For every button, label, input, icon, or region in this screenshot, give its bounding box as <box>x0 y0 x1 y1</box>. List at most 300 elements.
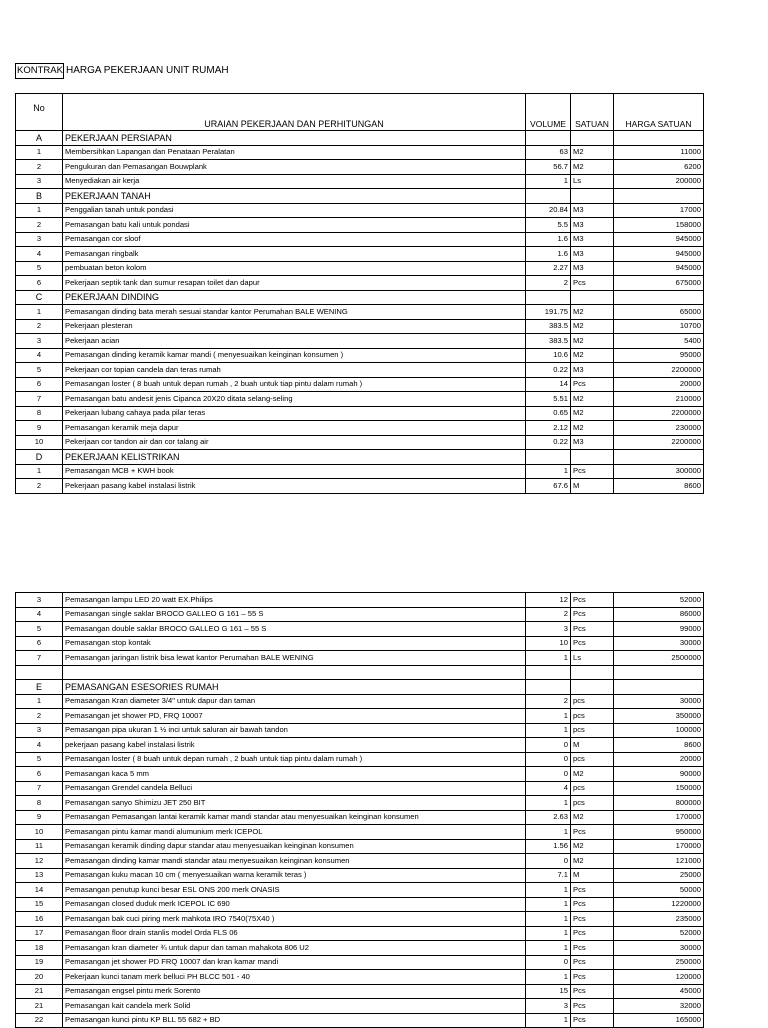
cell-no: 1 <box>16 203 63 218</box>
cell-volume: 1 <box>526 651 571 666</box>
cell-no: 6 <box>16 767 63 782</box>
cell-volume: 1 <box>526 941 571 956</box>
table-row <box>16 781 704 796</box>
cell-unit-price: 945000 <box>614 232 704 247</box>
cell-no: 7 <box>16 651 63 666</box>
cell-description: Pemasangan double saklar BROCO GALLEO G 161 – 55 S <box>63 622 526 637</box>
cell-unit: M2 <box>571 305 614 320</box>
cell-volume: 191.75 <box>526 305 571 320</box>
table-row <box>16 723 704 738</box>
cell-description: Pemasangan kaca 5 mm <box>63 767 526 782</box>
cell-unit-price: 30000 <box>614 694 704 709</box>
cell-unit: Pcs <box>571 622 614 637</box>
cell-unit-price: 32000 <box>614 999 704 1014</box>
cell-description: Menyediakan air kerja <box>63 174 526 189</box>
table-row <box>16 1013 704 1028</box>
cell-description: Pekerjaan pasang kabel instalasi listrik <box>63 479 526 494</box>
cell-volume <box>526 665 571 680</box>
cell-unit: M2 <box>571 145 614 160</box>
cell-unit: pcs <box>571 796 614 811</box>
cell-no: 5 <box>16 363 63 378</box>
cell-unit: M2 <box>571 160 614 175</box>
cell-description <box>63 665 526 680</box>
cell-unit-price: 25000 <box>614 868 704 883</box>
header-description: URAIAN PEKERJAAN DAN PERHITUNGAN <box>63 94 526 131</box>
cell-unit-price: 120000 <box>614 970 704 985</box>
table-body-page-2 <box>16 593 704 1028</box>
cell-no: 5 <box>16 752 63 767</box>
cell-no: 3 <box>16 232 63 247</box>
cell-unit: pcs <box>571 752 614 767</box>
cell-no: 4 <box>16 348 63 363</box>
section-row <box>16 131 704 146</box>
cell-unit: pcs <box>571 694 614 709</box>
cell-description: Membersihkan Lapangan dan Penataan Peralatan <box>63 145 526 160</box>
cell-unit <box>571 450 614 465</box>
cell-no: 7 <box>16 781 63 796</box>
cell-volume: 0 <box>526 752 571 767</box>
table-row <box>16 607 704 622</box>
cell-unit: M <box>571 479 614 494</box>
cell-description: PEKERJAAN KELISTRIKAN <box>63 450 526 465</box>
table-row <box>16 363 704 378</box>
cell-description: Pekerjaan acian <box>63 334 526 349</box>
table-row <box>16 479 704 494</box>
header-no: No <box>16 94 63 131</box>
cell-unit-price: 235000 <box>614 912 704 927</box>
cell-unit-price: 350000 <box>614 709 704 724</box>
table-row <box>16 839 704 854</box>
cell-description: Pengukuran dan Pemasangan Bouwplank <box>63 160 526 175</box>
cell-unit: Pcs <box>571 883 614 898</box>
cell-unit <box>571 189 614 204</box>
cell-volume: 67.6 <box>526 479 571 494</box>
cell-description: Pemasangan sanyo Shimizu JET 250 BIT <box>63 796 526 811</box>
cell-unit: M2 <box>571 767 614 782</box>
cell-volume <box>526 189 571 204</box>
table-row <box>16 160 704 175</box>
cell-unit: M3 <box>571 247 614 262</box>
cell-volume: 1 <box>526 796 571 811</box>
cell-volume: 1 <box>526 1013 571 1028</box>
cell-volume: 1 <box>526 897 571 912</box>
cell-volume <box>526 290 571 305</box>
cell-unit-price: 52000 <box>614 593 704 608</box>
cell-unit-price: 121000 <box>614 854 704 869</box>
cell-no: 1 <box>16 145 63 160</box>
cell-no: 5 <box>16 261 63 276</box>
cell-unit-price: 675000 <box>614 276 704 291</box>
cost-table-page-1 <box>15 93 704 494</box>
cell-description: Pemasangan kait candela merk Solid <box>63 999 526 1014</box>
cell-description: Pemasangan pintu kamar mandi alumunium merk ICEPOL <box>63 825 526 840</box>
cell-volume: 1.6 <box>526 232 571 247</box>
cell-description: Pemasangan penutup kunci besar ESL ONS 200 merk ONASIS <box>63 883 526 898</box>
cell-unit-price <box>614 450 704 465</box>
header-unit: SATUAN <box>571 94 614 131</box>
cell-description: Pemasangan keramik meja dapur <box>63 421 526 436</box>
cell-volume <box>526 131 571 146</box>
cell-volume <box>526 450 571 465</box>
cell-description: Pemasangan batu kali untuk pondasi <box>63 218 526 233</box>
cell-unit: M2 <box>571 839 614 854</box>
table-row <box>16 622 704 637</box>
cell-unit: Pcs <box>571 1013 614 1028</box>
cell-volume: 2 <box>526 276 571 291</box>
cell-description: Pekerjaan plesteran <box>63 319 526 334</box>
cell-unit-price: 165000 <box>614 1013 704 1028</box>
cell-volume: 1 <box>526 174 571 189</box>
cell-no: 21 <box>16 999 63 1014</box>
cell-volume: 383.5 <box>526 334 571 349</box>
cell-unit-price <box>614 665 704 680</box>
cell-unit: Pcs <box>571 955 614 970</box>
cell-unit: M3 <box>571 261 614 276</box>
cell-unit-price <box>614 189 704 204</box>
table-row <box>16 912 704 927</box>
cell-volume: 0 <box>526 955 571 970</box>
table-header-row <box>16 94 704 131</box>
cell-volume: 1 <box>526 883 571 898</box>
table-row <box>16 636 704 651</box>
cell-unit <box>571 680 614 695</box>
cell-volume: 5.51 <box>526 392 571 407</box>
section-row <box>16 290 704 305</box>
cell-unit: pcs <box>571 781 614 796</box>
cell-volume: 14 <box>526 377 571 392</box>
cell-unit-price: 150000 <box>614 781 704 796</box>
cell-description: Pemasangan jet shower PD FRQ 10007 dan kran kamar mandi <box>63 955 526 970</box>
cell-volume: 4 <box>526 781 571 796</box>
cell-description: Pemasangan stop kontak <box>63 636 526 651</box>
cell-unit-price: 800000 <box>614 796 704 811</box>
table-row <box>16 984 704 999</box>
cell-description: Pemasangan batu andesit jenis Cipanca 20X20 ditata selang-seling <box>63 392 526 407</box>
table-body-page-1 <box>16 131 704 494</box>
cell-unit: Pcs <box>571 912 614 927</box>
cell-unit-price: 200000 <box>614 174 704 189</box>
cell-unit-price: 2200000 <box>614 363 704 378</box>
cell-description: pekerjaan pasang kabel instalasi listrik <box>63 738 526 753</box>
cell-description: Pemasangan Grendel candela Belluci <box>63 781 526 796</box>
cell-unit-price: 170000 <box>614 810 704 825</box>
cell-volume: 1 <box>526 912 571 927</box>
cell-description: Pemasangan closed duduk merk ICEPOL IC 690 <box>63 897 526 912</box>
cell-description: PEKERJAAN PERSIAPAN <box>63 131 526 146</box>
cell-unit: Pcs <box>571 593 614 608</box>
cell-unit-price: 99000 <box>614 622 704 637</box>
cell-unit: M3 <box>571 218 614 233</box>
cell-unit: Pcs <box>571 941 614 956</box>
cell-unit-price <box>614 131 704 146</box>
cell-no: 10 <box>16 435 63 450</box>
table-row <box>16 810 704 825</box>
cell-unit: M3 <box>571 203 614 218</box>
table-row <box>16 709 704 724</box>
cell-unit: M2 <box>571 421 614 436</box>
table-row <box>16 392 704 407</box>
cell-volume: 10.6 <box>526 348 571 363</box>
cell-description: Pekerjaan cor topian candela dan teras rumah <box>63 363 526 378</box>
table-row <box>16 752 704 767</box>
table-row <box>16 825 704 840</box>
cell-no: 5 <box>16 622 63 637</box>
cell-description: PEMASANGAN ESESORIES RUMAH <box>63 680 526 695</box>
cell-no: 20 <box>16 970 63 985</box>
table-row <box>16 203 704 218</box>
cell-no: 14 <box>16 883 63 898</box>
cell-description: Pekerjaan septik tank dan sumur resapan toilet dan dapur <box>63 276 526 291</box>
table-row <box>16 174 704 189</box>
table-row <box>16 999 704 1014</box>
cell-unit: M2 <box>571 392 614 407</box>
cell-no: 17 <box>16 926 63 941</box>
table-row <box>16 926 704 941</box>
cell-description: Pemasangan cor sloof <box>63 232 526 247</box>
cell-unit-price: 5400 <box>614 334 704 349</box>
cell-no: 16 <box>16 912 63 927</box>
cell-description: Pemasangan dinding kamar mandi standar atau menyesuaikan keinginan konsumen <box>63 854 526 869</box>
cell-unit-price: 30000 <box>614 941 704 956</box>
table-row <box>16 276 704 291</box>
cell-unit-price: 65000 <box>614 305 704 320</box>
cell-no: 6 <box>16 377 63 392</box>
cell-description: Pemasangan MCB + KWH book <box>63 464 526 479</box>
cell-description: Pemasangan dinding bata merah sesuai standar kantor Perumahan BALE WENING <box>63 305 526 320</box>
cell-no: 8 <box>16 406 63 421</box>
cell-no: 2 <box>16 319 63 334</box>
cell-description: Pemasangan kran diameter ¾ untuk dapur dan taman mahakota 806 U2 <box>63 941 526 956</box>
cell-unit: Pcs <box>571 276 614 291</box>
cell-unit-price: 30000 <box>614 636 704 651</box>
cell-description: Pemasangan kuku macan 10 cm ( menyesuaikan warna keramik teras ) <box>63 868 526 883</box>
table-row <box>16 247 704 262</box>
cell-unit: M <box>571 738 614 753</box>
cell-volume: 2.12 <box>526 421 571 436</box>
table-row <box>16 145 704 160</box>
cell-unit-price: 950000 <box>614 825 704 840</box>
cell-volume: 5.5 <box>526 218 571 233</box>
section-row <box>16 680 704 695</box>
cell-volume: 1.56 <box>526 839 571 854</box>
cell-volume: 1 <box>526 970 571 985</box>
cell-unit-price <box>614 290 704 305</box>
cell-description: Pemasangan engsel pintu merk Sorento <box>63 984 526 999</box>
table-row <box>16 665 704 680</box>
cell-no: 2 <box>16 218 63 233</box>
cell-unit: pcs <box>571 723 614 738</box>
cell-volume: 2.27 <box>526 261 571 276</box>
cell-no: 22 <box>16 1013 63 1028</box>
cell-description: Pemasangan pipa ukuran 1 ½ inci untuk saluran air bawah tandon <box>63 723 526 738</box>
cell-volume: 3 <box>526 999 571 1014</box>
cell-no: 13 <box>16 868 63 883</box>
cell-unit: Pcs <box>571 825 614 840</box>
table-row <box>16 796 704 811</box>
cell-unit-price: 45000 <box>614 984 704 999</box>
cell-unit: Ls <box>571 651 614 666</box>
cell-description: Pemasangan bak cuci piring merk mahkota IRO 7540(75X40 ) <box>63 912 526 927</box>
cell-description: Pekerjaan cor tandon air dan cor talang air <box>63 435 526 450</box>
cell-unit-price: 2500000 <box>614 651 704 666</box>
cell-unit: pcs <box>571 709 614 724</box>
cell-no: 3 <box>16 174 63 189</box>
cell-volume: 7.1 <box>526 868 571 883</box>
cell-description: Penggalian tanah untuk pondasi <box>63 203 526 218</box>
cell-no: 6 <box>16 276 63 291</box>
cell-no: 3 <box>16 593 63 608</box>
cell-no: 11 <box>16 839 63 854</box>
cell-unit <box>571 290 614 305</box>
cell-unit-price: 230000 <box>614 421 704 436</box>
cell-no: B <box>16 189 63 204</box>
cell-no: 1 <box>16 694 63 709</box>
cell-description: Pemasangan kunci pintu KP BLL 55 682 + BD <box>63 1013 526 1028</box>
table-row <box>16 348 704 363</box>
cell-volume: 0.65 <box>526 406 571 421</box>
cell-no: 4 <box>16 247 63 262</box>
cell-unit: M2 <box>571 406 614 421</box>
table-row <box>16 218 704 233</box>
cell-volume: 1 <box>526 825 571 840</box>
cell-unit-price: 8600 <box>614 479 704 494</box>
cell-no: E <box>16 680 63 695</box>
cell-no <box>16 665 63 680</box>
cell-volume: 2 <box>526 607 571 622</box>
table-row <box>16 435 704 450</box>
table-row <box>16 854 704 869</box>
cell-description: Pemasangan loster ( 8 buah untuk depan rumah , 2 buah untuk tiap pintu dalam rumah ) <box>63 377 526 392</box>
cell-unit-price: 86000 <box>614 607 704 622</box>
table-row <box>16 232 704 247</box>
cell-unit-price: 100000 <box>614 723 704 738</box>
cell-volume: 20.84 <box>526 203 571 218</box>
cell-description: Pemasangan ringbalk <box>63 247 526 262</box>
cell-description: Pemasangan single saklar BROCO GALLEO G 161 – 55 S <box>63 607 526 622</box>
cell-no: 6 <box>16 636 63 651</box>
cell-unit <box>571 131 614 146</box>
cell-description: Pemasangan jet shower PD, FRQ 10007 <box>63 709 526 724</box>
cell-unit: Pcs <box>571 984 614 999</box>
cell-no: 12 <box>16 854 63 869</box>
cell-volume: 1 <box>526 723 571 738</box>
cell-unit-price: 52000 <box>614 926 704 941</box>
cell-no: D <box>16 450 63 465</box>
cell-unit-price: 170000 <box>614 839 704 854</box>
cell-unit: M2 <box>571 319 614 334</box>
cell-volume: 3 <box>526 622 571 637</box>
cell-volume: 0.22 <box>526 363 571 378</box>
cell-description: Pemasangan jaringan listrik bisa lewat kantor Perumahan BALE WENING <box>63 651 526 666</box>
cell-unit-price: 95000 <box>614 348 704 363</box>
cell-unit <box>571 665 614 680</box>
cell-volume: 63 <box>526 145 571 160</box>
cell-volume: 0 <box>526 854 571 869</box>
cell-volume: 0 <box>526 767 571 782</box>
cell-description: Pemasangan Kran diameter 3/4" untuk dapur dan taman <box>63 694 526 709</box>
cell-unit-price: 210000 <box>614 392 704 407</box>
table-row <box>16 261 704 276</box>
cell-unit: M2 <box>571 334 614 349</box>
cell-unit: Pcs <box>571 464 614 479</box>
cell-no: 1 <box>16 464 63 479</box>
cell-description: Pemasangan lampu LED 20 watt EX.Philips <box>63 593 526 608</box>
cell-description: Pekerjaan lubang cahaya pada pilar teras <box>63 406 526 421</box>
contract-label-box: KONTRAK <box>15 63 64 79</box>
cell-no: 19 <box>16 955 63 970</box>
cell-no: 2 <box>16 479 63 494</box>
cell-volume: 0 <box>526 738 571 753</box>
table-row <box>16 421 704 436</box>
cell-volume: 1.6 <box>526 247 571 262</box>
cell-description: PEKERJAAN DINDING <box>63 290 526 305</box>
header-unit-price: HARGA SATUAN <box>614 94 704 131</box>
cell-volume: 2.63 <box>526 810 571 825</box>
cell-unit-price: 90000 <box>614 767 704 782</box>
header-volume: VOLUME <box>526 94 571 131</box>
cell-unit: Pcs <box>571 636 614 651</box>
cell-no: 7 <box>16 392 63 407</box>
cell-unit: M2 <box>571 810 614 825</box>
table-row <box>16 377 704 392</box>
cell-no: 4 <box>16 607 63 622</box>
table-row <box>16 694 704 709</box>
cell-no: 3 <box>16 723 63 738</box>
cell-unit-price: 2200000 <box>614 406 704 421</box>
table-row <box>16 334 704 349</box>
cell-volume: 0.22 <box>526 435 571 450</box>
cell-unit-price: 8600 <box>614 738 704 753</box>
cell-no: 2 <box>16 160 63 175</box>
cell-no: C <box>16 290 63 305</box>
cell-unit-price: 20000 <box>614 752 704 767</box>
cell-unit: M <box>571 868 614 883</box>
cell-unit-price: 300000 <box>614 464 704 479</box>
cell-unit: M3 <box>571 363 614 378</box>
table-row <box>16 897 704 912</box>
cell-no: 18 <box>16 941 63 956</box>
table-row <box>16 738 704 753</box>
cell-description: Pemasangan dinding keramik kamar mandi ( menyesuaikan keinginan konsumen ) <box>63 348 526 363</box>
table-row <box>16 319 704 334</box>
cell-volume: 1 <box>526 464 571 479</box>
cell-description: Pemasangan loster ( 8 buah untuk depan rumah , 2 buah untuk tiap pintu dalam rumah ) <box>63 752 526 767</box>
table-row <box>16 767 704 782</box>
cell-unit-price: 250000 <box>614 955 704 970</box>
cell-unit: Pcs <box>571 970 614 985</box>
cell-unit: M2 <box>571 348 614 363</box>
cell-description: Pemasangan floor drain stanlis model Orda FLS 06 <box>63 926 526 941</box>
cell-unit-price <box>614 680 704 695</box>
cell-no: 9 <box>16 421 63 436</box>
cell-unit-price: 20000 <box>614 377 704 392</box>
table-row <box>16 651 704 666</box>
cell-unit-price: 2200000 <box>614 435 704 450</box>
cell-unit: Pcs <box>571 926 614 941</box>
cell-no: 2 <box>16 709 63 724</box>
cell-description: Pemasangan keramik dinding dapur standar atau menyesuaikan keinginan konsumen <box>63 839 526 854</box>
cell-volume: 1 <box>526 709 571 724</box>
section-row <box>16 189 704 204</box>
cell-unit: M3 <box>571 435 614 450</box>
cell-no: 9 <box>16 810 63 825</box>
cell-no: 4 <box>16 738 63 753</box>
cell-description: Pekerjaan kunci tanam merk belluci PH BLCC 501 - 40 <box>63 970 526 985</box>
cell-volume <box>526 680 571 695</box>
table-row <box>16 593 704 608</box>
cell-unit: M3 <box>571 232 614 247</box>
table-row <box>16 955 704 970</box>
